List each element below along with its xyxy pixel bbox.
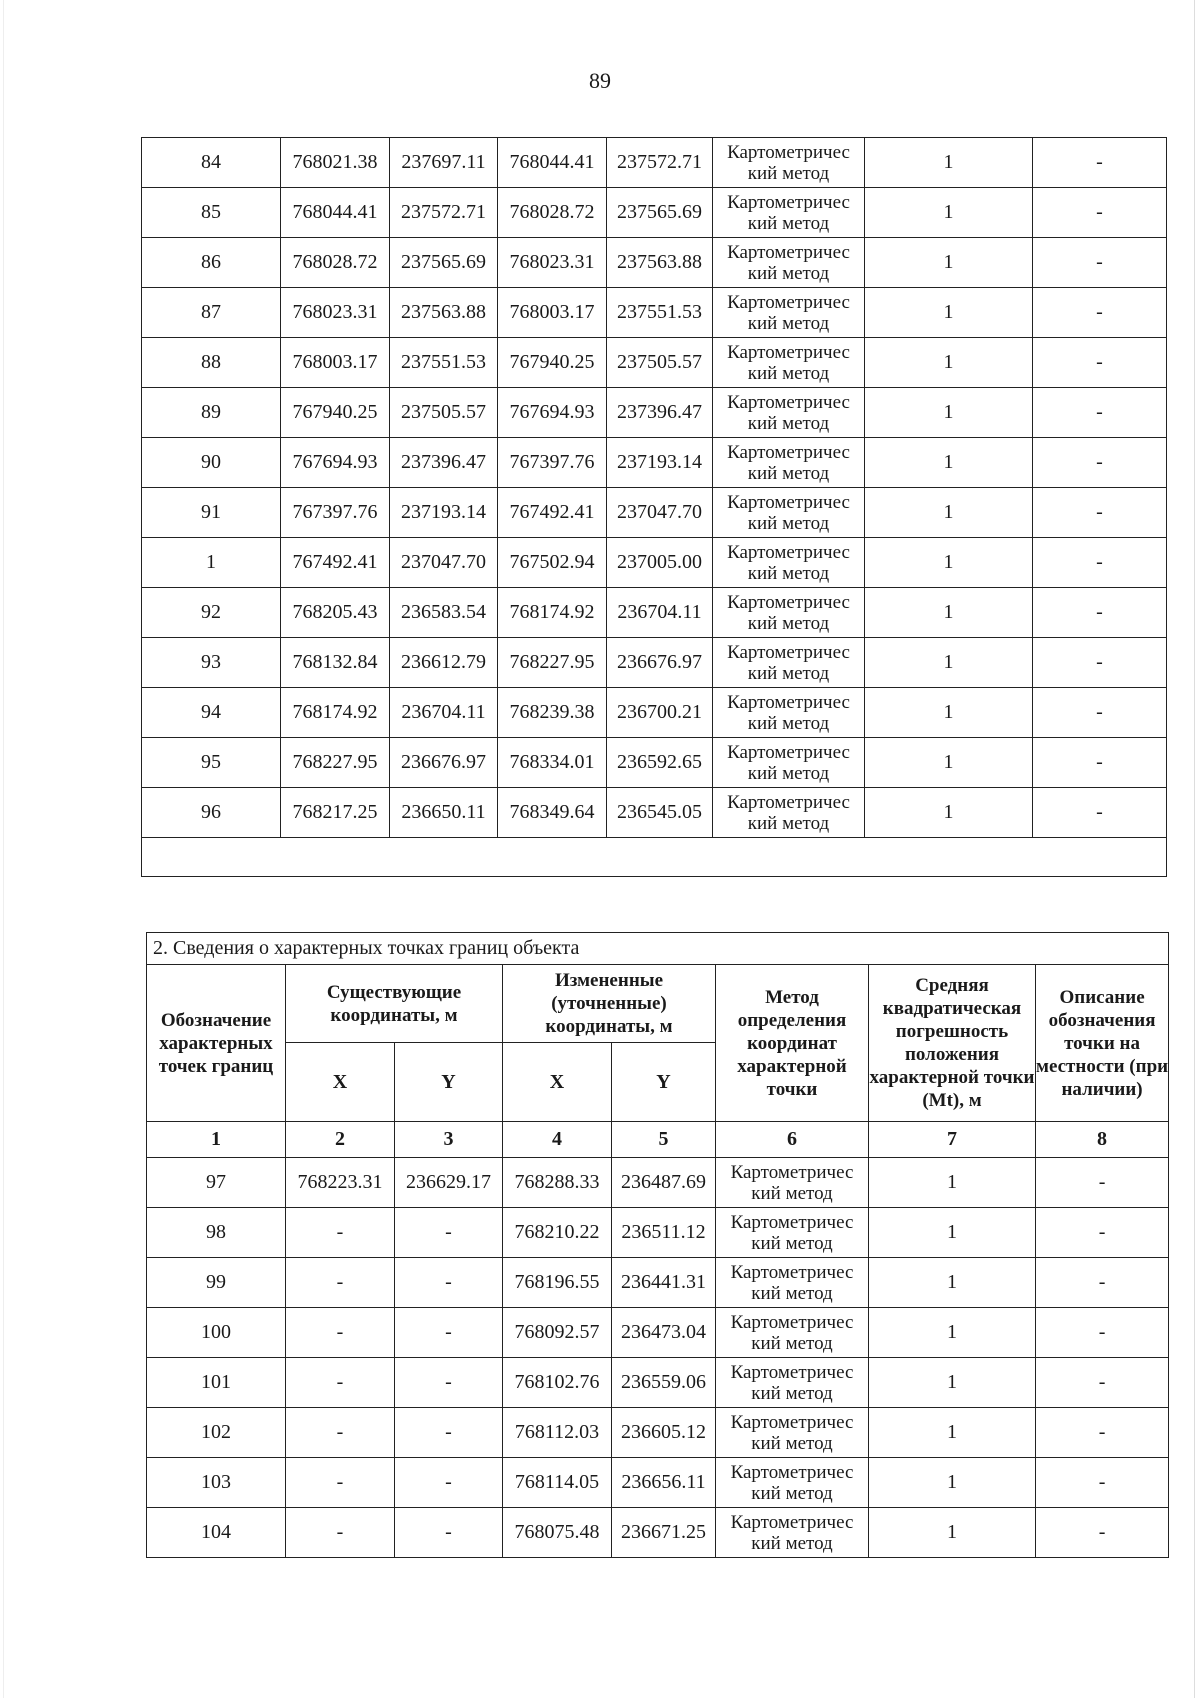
cell-description: -	[1033, 388, 1167, 438]
cell-point-id: 84	[142, 138, 281, 188]
cell-existing-y: 236704.11	[390, 688, 498, 738]
cell-point-id: 89	[142, 388, 281, 438]
cell-existing-y: 237572.71	[390, 188, 498, 238]
coordinates-table-continued	[141, 137, 1167, 877]
cell-changed-y: 237563.88	[607, 238, 713, 288]
header-designation: Обозначение характерных точек границ	[147, 965, 286, 1122]
cell-existing-x: -	[286, 1408, 395, 1458]
cell-accuracy: 1	[869, 1158, 1036, 1208]
header-accuracy: Средняя квадратическая погрешность положения характерной точки (Mt), м	[869, 965, 1036, 1122]
column-number: 3	[395, 1122, 503, 1158]
cell-description: -	[1033, 288, 1167, 338]
cell-changed-y: 237047.70	[607, 488, 713, 538]
cell-changed-y: 236487.69	[612, 1158, 716, 1208]
cell-changed-y: 236559.06	[612, 1358, 716, 1408]
cell-description: -	[1036, 1458, 1169, 1508]
cell-existing-y: -	[395, 1258, 503, 1308]
column-number: 6	[716, 1122, 869, 1158]
cell-accuracy: 1	[865, 238, 1033, 288]
cell-description: -	[1033, 138, 1167, 188]
cell-point-id: 86	[142, 238, 281, 288]
table-row	[142, 388, 1167, 438]
cell-description: -	[1033, 338, 1167, 388]
cell-point-id: 88	[142, 338, 281, 388]
cell-existing-x: -	[286, 1458, 395, 1508]
cell-point-id: 98	[147, 1208, 286, 1258]
cell-description: -	[1033, 438, 1167, 488]
cell-description: -	[1033, 538, 1167, 588]
cell-accuracy: 1	[869, 1458, 1036, 1508]
cell-description: -	[1033, 788, 1167, 838]
cell-changed-x: 767502.94	[498, 538, 607, 588]
column-number: 2	[286, 1122, 395, 1158]
cell-changed-x: 768334.01	[498, 738, 607, 788]
cell-existing-x: 768132.84	[281, 638, 390, 688]
cell-changed-y: 236605.12	[612, 1408, 716, 1458]
cell-changed-y: 236473.04	[612, 1308, 716, 1358]
cell-changed-x: 768102.76	[503, 1358, 612, 1408]
cell-changed-y: 237505.57	[607, 338, 713, 388]
cell-existing-y: 237396.47	[390, 438, 498, 488]
cell-description: -	[1033, 688, 1167, 738]
cell-accuracy: 1	[865, 638, 1033, 688]
cell-changed-x: 768114.05	[503, 1458, 612, 1508]
cell-changed-y: 237193.14	[607, 438, 713, 488]
cell-accuracy: 1	[865, 288, 1033, 338]
cell-method: Картометричес кий метод	[713, 688, 865, 738]
cell-changed-y: 236656.11	[612, 1458, 716, 1508]
table-row	[142, 688, 1167, 738]
cell-existing-x: 768023.31	[281, 288, 390, 338]
cell-point-id: 96	[142, 788, 281, 838]
cell-description: -	[1033, 488, 1167, 538]
header-changed-coordinates: Измененные (уточненные) координаты, м	[503, 965, 716, 1043]
cell-accuracy: 1	[865, 488, 1033, 538]
cell-changed-x: 768239.38	[498, 688, 607, 738]
table-row	[142, 538, 1167, 588]
cell-existing-y: 236650.11	[390, 788, 498, 838]
cell-changed-y: 236704.11	[607, 588, 713, 638]
cell-existing-x: 767940.25	[281, 388, 390, 438]
cell-method: Картометричес кий метод	[713, 488, 865, 538]
cell-point-id: 91	[142, 488, 281, 538]
cell-description: -	[1036, 1408, 1169, 1458]
cell-changed-x: 768349.64	[498, 788, 607, 838]
cell-existing-x: -	[286, 1358, 395, 1408]
cell-existing-y: -	[395, 1308, 503, 1358]
cell-changed-x: 767694.93	[498, 388, 607, 438]
cell-existing-y: -	[395, 1458, 503, 1508]
cell-existing-y: -	[395, 1408, 503, 1458]
cell-method: Картометричес кий метод	[716, 1308, 869, 1358]
cell-changed-x: 768075.48	[503, 1508, 612, 1558]
cell-point-id: 101	[147, 1358, 286, 1408]
cell-point-id: 99	[147, 1258, 286, 1308]
column-number: 5	[612, 1122, 716, 1158]
cell-existing-y: 236583.54	[390, 588, 498, 638]
cell-existing-x: -	[286, 1308, 395, 1358]
cell-existing-x: 767694.93	[281, 438, 390, 488]
cell-changed-x: 768227.95	[498, 638, 607, 688]
cell-changed-x: 768288.33	[503, 1158, 612, 1208]
column-number: 1	[147, 1122, 286, 1158]
cell-description: -	[1033, 638, 1167, 688]
cell-accuracy: 1	[869, 1258, 1036, 1308]
cell-existing-x: 768174.92	[281, 688, 390, 738]
cell-existing-x: -	[286, 1508, 395, 1558]
cell-method: Картометричес кий метод	[716, 1358, 869, 1408]
cell-changed-x: 768112.03	[503, 1408, 612, 1458]
cell-method: Картометричес кий метод	[713, 588, 865, 638]
cell-existing-x: 768205.43	[281, 588, 390, 638]
cell-changed-y: 237396.47	[607, 388, 713, 438]
cell-accuracy: 1	[865, 788, 1033, 838]
cell-changed-x: 768210.22	[503, 1208, 612, 1258]
cell-changed-x: 767492.41	[498, 488, 607, 538]
cell-existing-y: -	[395, 1358, 503, 1408]
cell-accuracy: 1	[869, 1208, 1036, 1258]
table-row	[142, 788, 1167, 838]
cell-existing-y: 237551.53	[390, 338, 498, 388]
column-number: 8	[1036, 1122, 1169, 1158]
cell-method: Картометричес кий метод	[716, 1508, 869, 1558]
header-description: Описание обозначения точки на местности (при наличии)	[1036, 965, 1169, 1122]
cell-changed-x: 767940.25	[498, 338, 607, 388]
table-row	[142, 238, 1167, 288]
cell-changed-x: 768092.57	[503, 1308, 612, 1358]
section-title: 2. Сведения о характерных точках границ объекта	[147, 933, 1169, 965]
column-number: 7	[869, 1122, 1036, 1158]
cell-changed-x: 768044.41	[498, 138, 607, 188]
cell-existing-y: 237193.14	[390, 488, 498, 538]
cell-method: Картометричес кий метод	[716, 1408, 869, 1458]
cell-point-id: 92	[142, 588, 281, 638]
empty-row	[142, 838, 1167, 877]
table-row	[142, 338, 1167, 388]
cell-changed-x: 768028.72	[498, 188, 607, 238]
cell-accuracy: 1	[865, 338, 1033, 388]
scan-edge-right	[1194, 0, 1195, 1698]
table-row	[142, 738, 1167, 788]
cell-changed-y: 237572.71	[607, 138, 713, 188]
cell-accuracy: 1	[865, 538, 1033, 588]
cell-point-id: 104	[147, 1508, 286, 1558]
cell-changed-y: 236592.65	[607, 738, 713, 788]
cell-method: Картометричес кий метод	[716, 1458, 869, 1508]
cell-method: Картометричес кий метод	[716, 1158, 869, 1208]
cell-description: -	[1033, 738, 1167, 788]
table-row	[142, 638, 1167, 688]
table-row	[142, 588, 1167, 638]
header-existing-coordinates: Существующие координаты, м	[286, 965, 503, 1043]
cell-method: Картометричес кий метод	[713, 238, 865, 288]
cell-changed-y: 236545.05	[607, 788, 713, 838]
cell-accuracy: 1	[869, 1308, 1036, 1358]
cell-existing-x: 767397.76	[281, 488, 390, 538]
cell-existing-x: 768021.38	[281, 138, 390, 188]
cell-accuracy: 1	[865, 588, 1033, 638]
table-row	[142, 188, 1167, 238]
cell-point-id: 93	[142, 638, 281, 688]
cell-existing-y: 237565.69	[390, 238, 498, 288]
header-existing-y: Y	[395, 1043, 503, 1122]
cell-description: -	[1036, 1308, 1169, 1358]
cell-accuracy: 1	[869, 1508, 1036, 1558]
boundary-points-table	[146, 932, 1169, 1558]
table-row	[142, 288, 1167, 338]
cell-changed-y: 236676.97	[607, 638, 713, 688]
cell-method: Картометричес кий метод	[716, 1208, 869, 1258]
cell-point-id: 1	[142, 538, 281, 588]
page-number: 89	[589, 68, 611, 93]
cell-description: -	[1036, 1508, 1169, 1558]
cell-point-id: 97	[147, 1158, 286, 1208]
cell-changed-y: 237551.53	[607, 288, 713, 338]
cell-existing-x: -	[286, 1258, 395, 1308]
cell-changed-y: 237005.00	[607, 538, 713, 588]
header-existing-x: X	[286, 1043, 395, 1122]
cell-accuracy: 1	[865, 138, 1033, 188]
cell-method: Картометричес кий метод	[713, 288, 865, 338]
cell-changed-x: 768003.17	[498, 288, 607, 338]
cell-changed-x: 768174.92	[498, 588, 607, 638]
cell-existing-y: 236676.97	[390, 738, 498, 788]
cell-existing-x: 768217.25	[281, 788, 390, 838]
cell-method: Картометричес кий метод	[713, 388, 865, 438]
cell-method: Картометричес кий метод	[713, 338, 865, 388]
cell-changed-y: 237565.69	[607, 188, 713, 238]
cell-changed-y: 236511.12	[612, 1208, 716, 1258]
cell-changed-y: 236700.21	[607, 688, 713, 738]
cell-existing-x: 768028.72	[281, 238, 390, 288]
cell-accuracy: 1	[865, 388, 1033, 438]
cell-point-id: 102	[147, 1408, 286, 1458]
cell-existing-y: 236612.79	[390, 638, 498, 688]
cell-existing-x: 767492.41	[281, 538, 390, 588]
cell-method: Картометричес кий метод	[713, 538, 865, 588]
cell-method: Картометричес кий метод	[713, 438, 865, 488]
cell-point-id: 90	[142, 438, 281, 488]
cell-changed-x: 768023.31	[498, 238, 607, 288]
cell-point-id: 103	[147, 1458, 286, 1508]
cell-accuracy: 1	[865, 688, 1033, 738]
cell-description: -	[1033, 188, 1167, 238]
cell-description: -	[1033, 588, 1167, 638]
table-row	[142, 138, 1167, 188]
cell-existing-x: 768227.95	[281, 738, 390, 788]
cell-existing-y: -	[395, 1508, 503, 1558]
cell-changed-x: 768196.55	[503, 1258, 612, 1308]
cell-existing-y: 237047.70	[390, 538, 498, 588]
cell-existing-y: 236629.17	[395, 1158, 503, 1208]
header-method: Метод определения координат характерной точки	[716, 965, 869, 1122]
cell-method: Картометричес кий метод	[713, 138, 865, 188]
cell-existing-y: 237563.88	[390, 288, 498, 338]
cell-method: Картометричес кий метод	[713, 638, 865, 688]
cell-changed-y: 236441.31	[612, 1258, 716, 1308]
cell-existing-x: 768223.31	[286, 1158, 395, 1208]
empty-cell	[142, 838, 1167, 877]
cell-description: -	[1036, 1358, 1169, 1408]
table-row	[142, 438, 1167, 488]
cell-accuracy: 1	[869, 1408, 1036, 1458]
cell-method: Картометричес кий метод	[716, 1258, 869, 1308]
cell-point-id: 85	[142, 188, 281, 238]
cell-existing-y: -	[395, 1208, 503, 1258]
table-row	[147, 1458, 1169, 1508]
table-row	[147, 1158, 1169, 1208]
cell-changed-y: 236671.25	[612, 1508, 716, 1558]
cell-point-id: 87	[142, 288, 281, 338]
cell-existing-y: 237505.57	[390, 388, 498, 438]
table-row	[142, 488, 1167, 538]
cell-description: -	[1036, 1158, 1169, 1208]
cell-accuracy: 1	[869, 1358, 1036, 1408]
table-row	[147, 1358, 1169, 1408]
table-row	[147, 1508, 1169, 1558]
cell-method: Картометричес кий метод	[713, 738, 865, 788]
cell-point-id: 95	[142, 738, 281, 788]
cell-description: -	[1036, 1258, 1169, 1308]
cell-description: -	[1036, 1208, 1169, 1258]
table-row	[147, 1208, 1169, 1258]
cell-point-id: 100	[147, 1308, 286, 1358]
cell-accuracy: 1	[865, 438, 1033, 488]
header-changed-x: X	[503, 1043, 612, 1122]
cell-accuracy: 1	[865, 738, 1033, 788]
cell-changed-x: 767397.76	[498, 438, 607, 488]
table-row	[147, 1258, 1169, 1308]
cell-description: -	[1033, 238, 1167, 288]
cell-existing-x: 768003.17	[281, 338, 390, 388]
cell-method: Картометричес кий метод	[713, 188, 865, 238]
cell-existing-y: 237697.11	[390, 138, 498, 188]
table-row	[147, 1308, 1169, 1358]
cell-point-id: 94	[142, 688, 281, 738]
column-number: 4	[503, 1122, 612, 1158]
header-changed-y: Y	[612, 1043, 716, 1122]
cell-accuracy: 1	[865, 188, 1033, 238]
cell-existing-x: 768044.41	[281, 188, 390, 238]
cell-method: Картометричес кий метод	[713, 788, 865, 838]
table-row	[147, 1408, 1169, 1458]
cell-existing-x: -	[286, 1208, 395, 1258]
scan-edge-left	[3, 0, 4, 1698]
